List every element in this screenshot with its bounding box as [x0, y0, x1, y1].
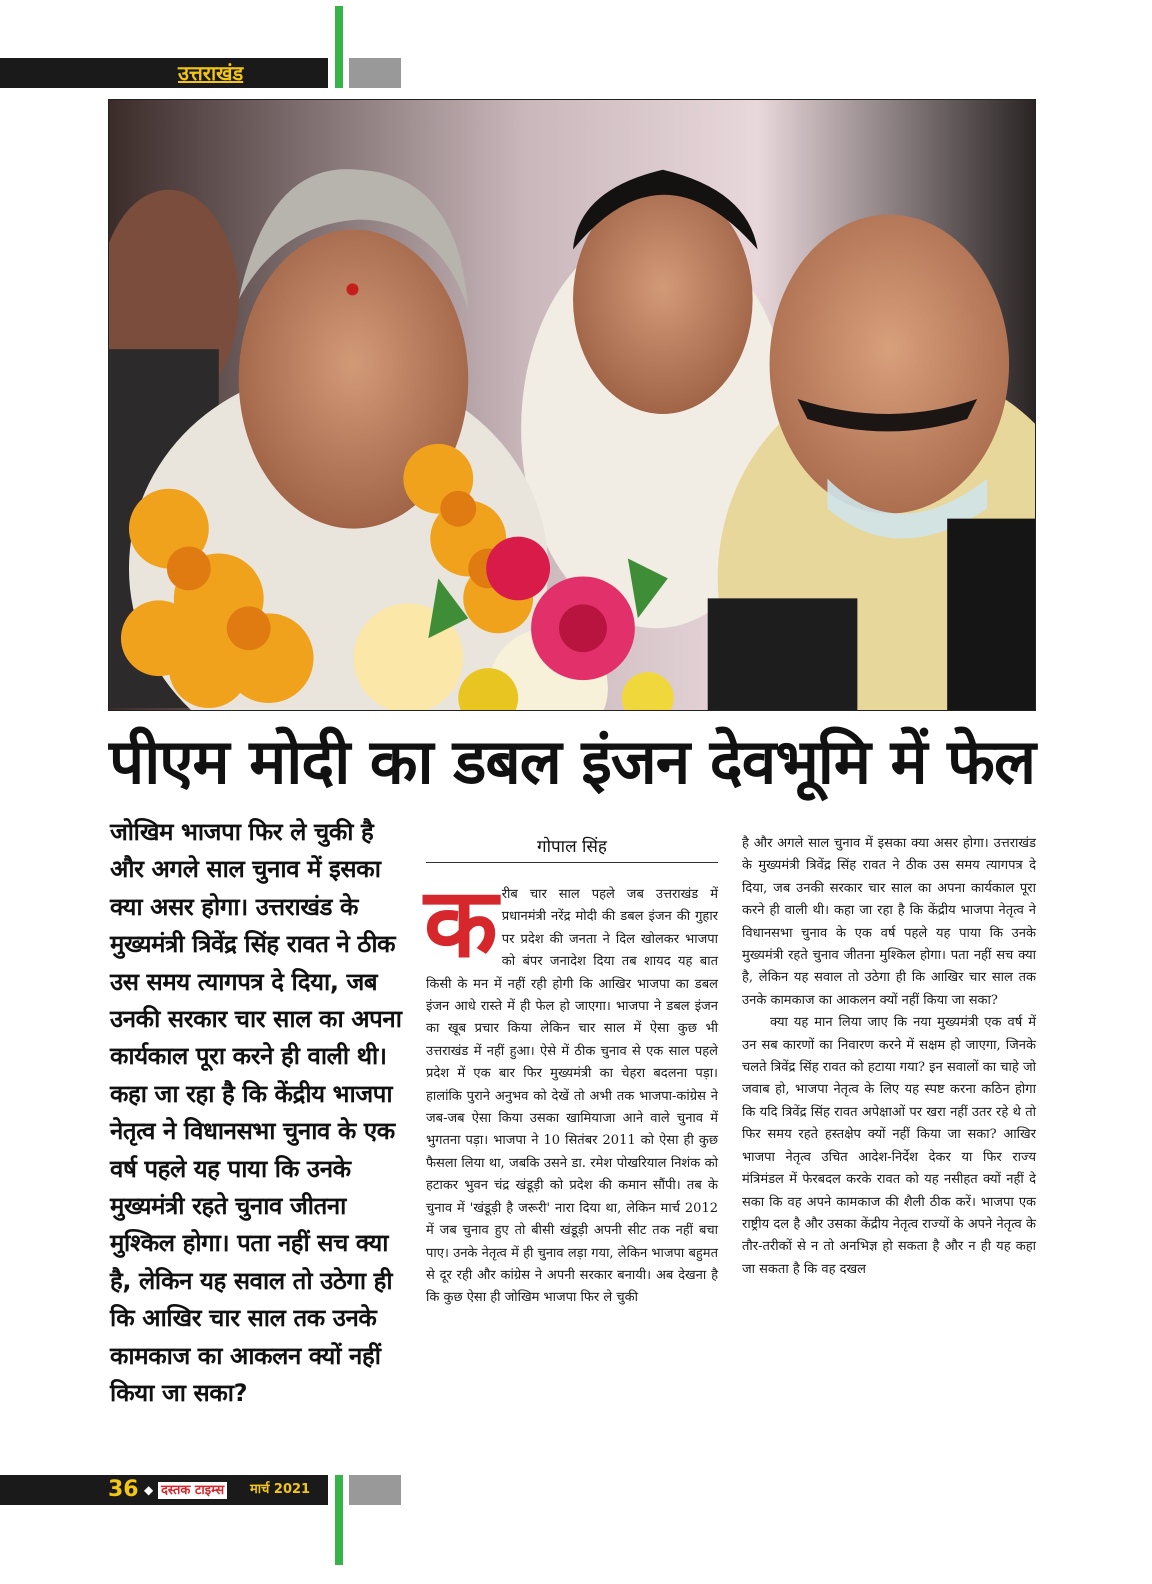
page-number: 36 [108, 1477, 139, 1502]
footer-accent-grey [349, 1475, 401, 1505]
article-paragraph: क्या यह मान लिया जाए कि नया मुख्यमंत्री एक वर्ष में उन सब कारणों का निवारण करने में सक्षम हो जाएगा, जिनके चलते त्रिवेंद्र सिंह रावत को हटाया गया? इन सवालों का चाहे जो जवाब हो, भाजपा नेतृत्व के लिए यह स्पष्ट करना कठिन होगा कि यदि त्रिवेंद्र सिंह रावत अपेक्षाओं पर खरा नहीं उतर रहे थे तो फिर समय रहते हस्तक्षेप क्यों नहीं किया जा सका? आखिर भाजपा नेतृत्व उचित आदेश-निर्देश देकर या फिर राज्य मंत्रिमंडल में फेरबदल करके रावत को यह नसीहत क्यों नहीं दे सका कि वह अपने कामकाज की शैली ठीक करें। भाजपा एक राष्ट्रीय दल है और उसका केंद्रीय नेतृत्व राज्यों के अपने नेतृत्व के तौर-तरीकों से न तो अनभिज्ञ हो सकता है और न ही यह कहा जा सकता है कि वह दखल [742, 1015, 1036, 1277]
header-accent-green [335, 6, 343, 88]
article-column-right [742, 833, 1036, 1281]
article-paragraph: है और अगले साल चुनाव में इसका क्या असर होगा। उत्तराखंड के मुख्यमंत्री त्रिवेंद्र सिंह रावत ने ठीक उस समय त्यागपत्र दे दिया, जब उनकी सरकार चार साल का अपना कार्यकाल पूरा करने ही वाली थी। कहा जा रहा है कि केंद्रीय भाजपा नेतृत्व ने विधानसभा चुनाव के एक वर्ष पहले यह पाया कि उनके मुख्यमंत्री रहते चुनाव जीतना मुश्किल होगा। पता नहीं सच क्या है, लेकिन यह सवाल तो उठेगा ही कि आखिर चार साल तक उनके कामकाज का आकलन क्यों नहीं किया जा सका? [742, 836, 1036, 1008]
pull-quote: जोखिम भाजपा फिर ले चुकी है और अगले साल चुनाव में इसका क्या असर होगा। उत्तराखंड के मुख्यमंत्री त्रिवेंद्र सिंह रावत ने ठीक उस समय त्यागपत्र दे दिया, जब उनकी सरकार चार साल का अपना कार्यकाल पूरा करने ही वाली थी। कहा जा रहा है कि केंद्रीय भाजपा नेतृत्व ने विधानसभा चुनाव के एक वर्ष पहले यह पाया कि उनके मुख्यमंत्री रहते चुनाव जीतना मुश्किल होगा। पता नहीं सच क्या है, लेकिन यह सवाल तो उठेगा ही कि आखिर चार साल तक उनके कामकाज का आकलन क्यों नहीं किया जा सका? [110, 818, 402, 1408]
issue-date: मार्च 2021 [250, 1482, 311, 1497]
magazine-logo: दस्तक टाइम्स [158, 1482, 227, 1499]
byline: गोपाल सिंह [537, 837, 607, 857]
drop-cap: क [424, 867, 498, 979]
byline-divider [426, 862, 718, 863]
section-header-bar [0, 58, 328, 88]
headline: पीएम मोदी का डबल इंजन देवभूमि में फेल [108, 725, 1035, 798]
footer-accent-green [335, 1475, 343, 1565]
section-label: उत्तराखंड [178, 61, 244, 85]
header-accent-grey [349, 58, 401, 88]
lead-photo [108, 99, 1036, 711]
diamond-icon: ◆ [144, 1483, 154, 1497]
article-text-mid: रीब चार साल पहले जब उत्तराखंड में प्रधानमंत्री नरेंद्र मोदी की डबल इंजन की गुहार पर प्रदेश की जनता ने दिल खोलकर भाजपा को बंपर जनादेश दिया तब शायद यह बात किसी के मन में नहीं रही होगी कि आखिर भाजपा का डबल इंजन आधे रास्ते में ही फेल हो जाएगा। भाजपा ने डबल इंजन का खूब प्रचार किया लेकिन चार साल में ऐसा कुछ भी उत्तराखंड में नहीं हुआ। ऐसे में ठीक चुनाव से एक साल पहले प्रदेश में एक बार फिर मुख्यमंत्री का चेहरा बदलना पड़ा। हालांकि पुराने अनुभव को देखें तो अभी तक भाजपा-कांग्रेस ने जब-जब ऐसा किया उसका खामियाजा आने वाले चुनाव में भुगतना पड़ा। भाजपा ने 10 सितंबर 2011 को ऐसा ही कुछ फैसला लिया था, जबकि उसने डा. रमेश पोखरियाल निशंक को हटाकर भुवन चंद्र खंडूड़ी को प्रदेश की कमान सौंपी। तब के चुनाव में 'खंडूड़ी है जरूरी' नारा दिया था, लेकिन मार्च 2012 में जब चुनाव हुए तो बीसी खंडूड़ी अपनी सीट तक नहीं बचा पाए। उनके नेतृत्व में ही चुनाव लड़ा गया, लेकिन भाजपा बहुमत से दूर रही और कांग्रेस ने अपनी सरकार बनायी। अब देखना है कि कुछ ऐसा ही जोखिम भाजपा फिर ले चुकी [426, 887, 718, 1306]
article-column-middle [424, 867, 718, 1310]
photo-illustration [109, 100, 1035, 710]
